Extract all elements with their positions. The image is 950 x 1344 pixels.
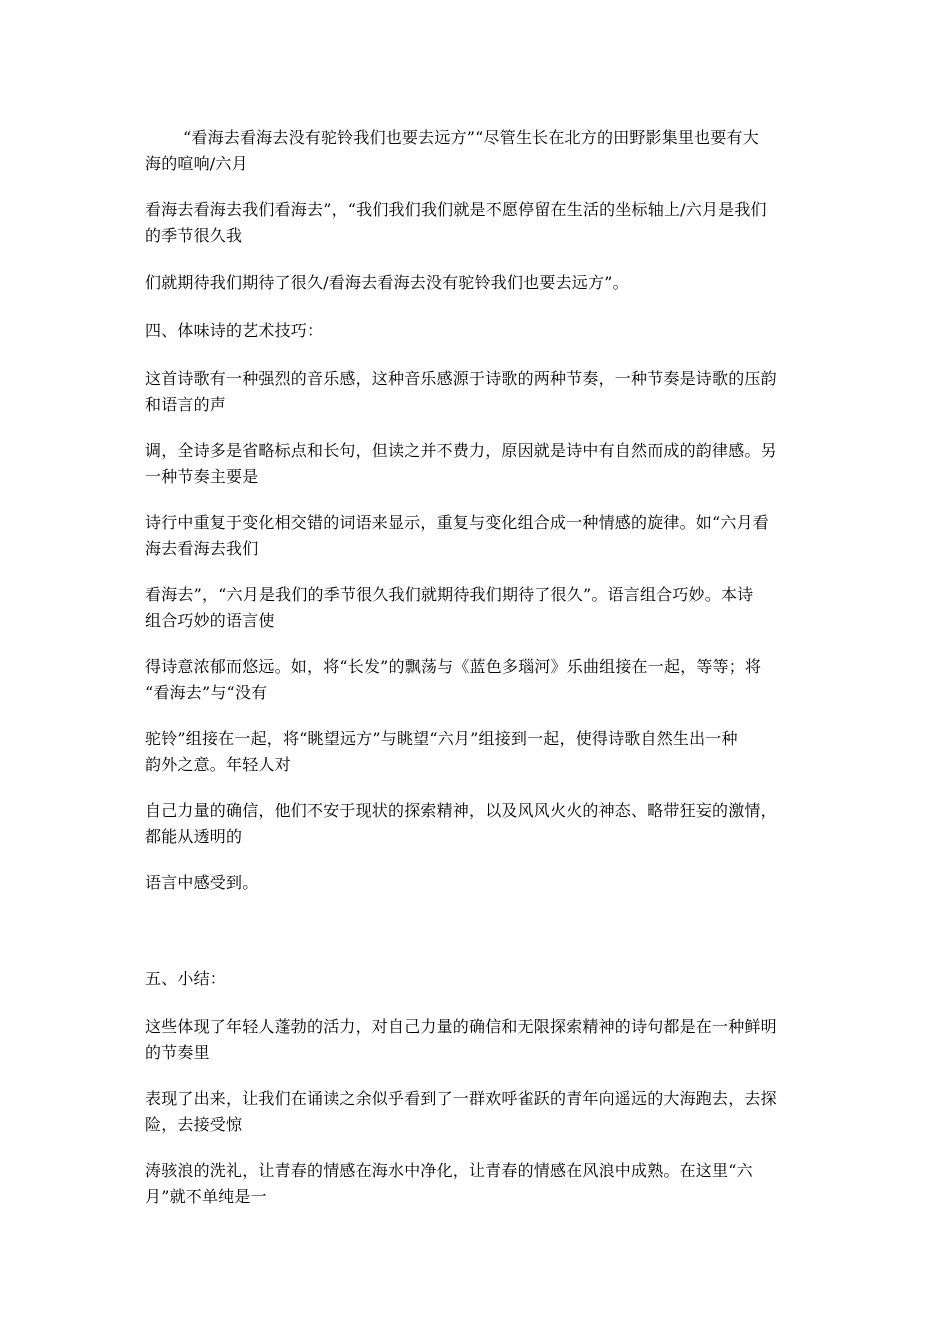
text-line: 得诗意浓郁而悠远。如，将“长发”的飘荡与《蓝色多瑙河》乐曲组接在一起，等等；将: [145, 657, 762, 676]
section-heading-art-techniques: [145, 318, 810, 344]
paragraph-repetition: [145, 510, 810, 562]
paragraph-music-sense: [145, 366, 810, 418]
paragraph-summary-youth: [145, 1086, 810, 1138]
text-line: 这首诗歌有一种强烈的音乐感，这种音乐感源于诗歌的两种节奏，一种节奏是诗歌的压韵: [145, 369, 777, 388]
text-line: 涛骇浪的洗礼，让青春的情感在海水中净化，让青春的情感在风浪中成熟。在这里“六: [145, 1161, 753, 1180]
text-line: 海的喧响/六月: [145, 154, 248, 173]
paragraph-summary-june: [145, 1158, 810, 1210]
text-line: 驼铃”组接在一起，将“眺望远方”与眺望“六月”组接到一起，使得诗歌自然生出一种: [145, 729, 738, 748]
text-line: “看海去”与“没有: [145, 683, 268, 702]
paragraph-poem-quote-3: [145, 270, 810, 296]
text-line: 一种节奏主要是: [145, 467, 259, 486]
text-line: 四、体味诗的艺术技巧：: [145, 321, 324, 340]
text-line: 韵外之意。年轻人对: [145, 755, 291, 774]
paragraph-poetic-meaning: [145, 654, 810, 706]
section-heading-summary: [145, 966, 810, 992]
text-line: 看海去看海去我们看海去”，“我们我们我们就是不愿停留在生活的坐标轴上/六月是我们: [145, 200, 767, 219]
paragraph-combination-examples: [145, 726, 810, 778]
text-line: 月”就不单纯是一: [145, 1187, 267, 1206]
text-line: 和语言的声: [145, 395, 227, 414]
text-line: 看海去”，“六月是我们的季节很久我们就期待我们期待了很久”。语言组合巧妙。本诗: [145, 585, 754, 604]
text-line: 组合巧妙的语言使: [145, 611, 275, 630]
text-line: 诗行中重复于变化相交错的词语来显示，重复与变化组合成一种情感的旋律。如“六月看: [145, 513, 769, 532]
text-line: 险，去接受惊: [145, 1115, 243, 1134]
paragraph-poem-quote-2: [145, 197, 810, 249]
paragraph-language-combination: [145, 582, 810, 634]
text-line: 都能从透明的: [145, 827, 243, 846]
text-line: 们就期待我们期待了很久/看海去看海去没有驼铃我们也要去远方”。: [145, 273, 629, 292]
text-line: 这些体现了年轻人蓬勃的活力，对自己力量的确信和无限探索精神的诗句都是在一种鲜明: [145, 1017, 777, 1036]
text-line: 的季节很久我: [145, 226, 243, 245]
paragraph-poem-quote-1: [145, 125, 810, 177]
paragraph-youth-confidence: [145, 798, 810, 850]
paragraph-summary-vitality: [145, 1014, 810, 1066]
text-line: 五、小结：: [145, 969, 227, 988]
text-line: 语言中感受到。: [145, 873, 259, 892]
paragraph-rhythm: [145, 438, 810, 490]
paragraph-language-feeling: [145, 870, 810, 896]
text-line: 的节奏里: [145, 1043, 210, 1062]
text-line: 表现了出来，让我们在诵读之余似乎看到了一群欢呼雀跃的青年向遥远的大海跑去，去探: [145, 1089, 777, 1108]
text-line: 海去看海去我们: [145, 539, 259, 558]
text-line: 调，全诗多是省略标点和长句，但读之并不费力，原因就是诗中有自然而成的韵律感。另: [145, 441, 777, 460]
text-line: 自己力量的确信，他们不安于现状的探索精神，以及风风火火的神态、略带狂妄的激情，: [145, 801, 777, 820]
text-line: “看海去看海去没有驼铃我们也要去远方”“尽管生长在北方的田野影集里也要有大: [183, 128, 759, 147]
